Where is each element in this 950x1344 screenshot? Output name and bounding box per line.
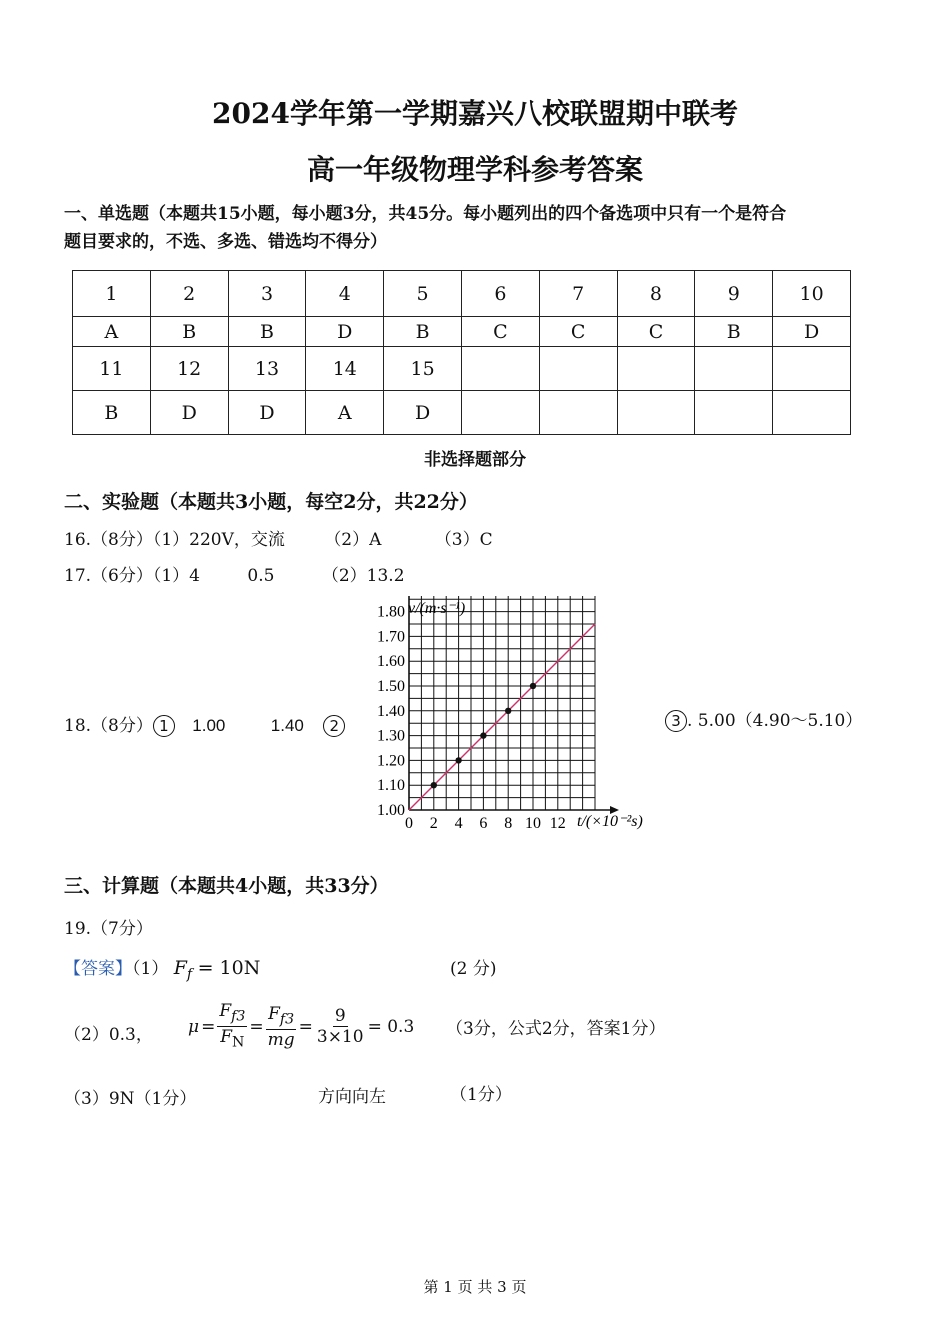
y-tick-label: 1.20 bbox=[377, 752, 405, 770]
fraction-1 bbox=[217, 1001, 247, 1053]
q16-label: 16.（8分） bbox=[64, 530, 153, 550]
table-cell: 13 bbox=[228, 347, 306, 391]
table-cell: D bbox=[306, 317, 384, 347]
fraction-3-num: 9 bbox=[334, 1006, 346, 1027]
x-axis-label: t/(×10⁻²s) bbox=[577, 813, 643, 830]
table-cell: 8 bbox=[617, 271, 695, 317]
formula-result: = 0.3 bbox=[367, 1016, 415, 1037]
equals-sign: = bbox=[249, 1016, 264, 1037]
fraction-3-den: 3×10 bbox=[316, 1027, 364, 1048]
table-cell: 4 bbox=[306, 271, 384, 317]
table-cell bbox=[617, 391, 695, 435]
answer-table bbox=[72, 270, 851, 435]
q19-part1-score: (2 分) bbox=[450, 959, 497, 979]
answer-table-number-row bbox=[73, 347, 851, 391]
fraction-1-num-sub: f3 bbox=[231, 1008, 246, 1025]
circle-number-3: 3 bbox=[665, 710, 687, 732]
answer-table-number-row bbox=[73, 271, 851, 317]
table-cell: D bbox=[228, 391, 306, 435]
table-cell bbox=[539, 391, 617, 435]
q18-answer3 bbox=[665, 706, 862, 732]
table-cell bbox=[461, 391, 539, 435]
table-cell: 11 bbox=[73, 347, 151, 391]
table-cell: C bbox=[461, 317, 539, 347]
data-point bbox=[530, 683, 536, 689]
fraction-2-num: F bbox=[268, 1003, 280, 1024]
table-cell bbox=[539, 347, 617, 391]
x-tick-label: 0 bbox=[405, 815, 413, 832]
table-cell: 14 bbox=[306, 347, 384, 391]
nonchoice-label: 非选择题部分 bbox=[424, 450, 526, 470]
x-tick-labels bbox=[405, 815, 566, 832]
data-point bbox=[431, 782, 437, 788]
y-tick-label: 1.40 bbox=[377, 702, 405, 720]
table-cell: B bbox=[384, 317, 462, 347]
q17-label: 17.（6分） bbox=[64, 566, 153, 586]
q19-part1-label: （1） bbox=[132, 959, 169, 979]
friction-symbol: F bbox=[173, 957, 187, 979]
table-cell: 12 bbox=[150, 347, 228, 391]
q18-row bbox=[64, 711, 345, 737]
table-cell: B bbox=[150, 317, 228, 347]
table-cell: B bbox=[695, 317, 773, 347]
table-cell: 2 bbox=[150, 271, 228, 317]
q19-part2-score: （3分，公式2分，答案1分） bbox=[446, 1019, 666, 1039]
table-cell bbox=[773, 391, 851, 435]
circle-number-1: 1 bbox=[153, 715, 175, 737]
q16-part3: （3）C bbox=[434, 530, 493, 550]
y-tick-label: 1.00 bbox=[377, 802, 405, 819]
x-tick-label: 4 bbox=[454, 815, 463, 832]
q19-part1-value: = 10N bbox=[197, 957, 261, 979]
table-cell: C bbox=[539, 317, 617, 347]
data-point bbox=[480, 732, 486, 738]
q19-part2-label: （2）0.3， bbox=[64, 1025, 153, 1045]
fraction-2 bbox=[266, 1004, 297, 1050]
circle-number-2: 2 bbox=[323, 715, 345, 737]
y-tick-label: 1.60 bbox=[377, 653, 405, 671]
table-cell: A bbox=[73, 317, 151, 347]
section1-heading-line1: 一、单选题（本题共15小题，每小题3分，共45分。每小题列出的四个备选项中只有一个是符合 bbox=[64, 204, 787, 224]
velocity-time-chart bbox=[360, 596, 660, 836]
q18-answer3-text: . 5.00（4.90～5.10） bbox=[687, 711, 863, 731]
fit-line bbox=[409, 624, 595, 810]
q18-value1: 1.00 bbox=[192, 716, 226, 735]
section3-heading: 三、计算题（本题共4小题，共33分） bbox=[64, 875, 389, 897]
answer-table-answer-row bbox=[73, 317, 851, 347]
y-axis-label: v/(m·s⁻¹) bbox=[408, 600, 466, 617]
answer-table-answer-row bbox=[73, 391, 851, 435]
table-cell: D bbox=[150, 391, 228, 435]
friction-subscript: f bbox=[186, 966, 193, 983]
fraction-1-den-sub: N bbox=[232, 1034, 245, 1051]
answer-tag: 【答案】 bbox=[64, 959, 132, 979]
section1-heading-line2: 题目要求的，不选、多选、错选均不得分） bbox=[64, 232, 387, 252]
q19-formula bbox=[188, 1001, 414, 1053]
q18-label: 18.（8分） bbox=[64, 716, 153, 736]
fraction-2-num-sub: f3 bbox=[279, 1011, 295, 1028]
table-cell: C bbox=[617, 317, 695, 347]
q17-part1: （1）4 bbox=[152, 566, 200, 586]
q16-part2: （2）A bbox=[324, 530, 382, 550]
table-cell: D bbox=[384, 391, 462, 435]
table-cell: D bbox=[773, 317, 851, 347]
table-cell: 5 bbox=[384, 271, 462, 317]
q19-part3-score: （1分） bbox=[450, 1085, 512, 1105]
y-tick-label: 1.70 bbox=[377, 628, 405, 646]
fraction-2-den: mg bbox=[267, 1030, 295, 1051]
section2-heading: 二、实验题（本题共3小题，每空2分，共22分） bbox=[64, 491, 478, 513]
y-tick-label: 1.10 bbox=[377, 777, 405, 795]
table-cell: B bbox=[228, 317, 306, 347]
y-tick-label: 1.80 bbox=[377, 603, 405, 621]
q16-row bbox=[64, 525, 493, 550]
equals-sign: = bbox=[201, 1016, 216, 1037]
data-point bbox=[455, 757, 461, 763]
table-cell bbox=[773, 347, 851, 391]
table-cell bbox=[617, 347, 695, 391]
table-cell bbox=[695, 391, 773, 435]
q17-part1b: 0.5 bbox=[247, 566, 275, 586]
table-cell bbox=[461, 347, 539, 391]
equals-sign: = bbox=[298, 1016, 313, 1037]
fraction-3 bbox=[315, 1006, 366, 1047]
table-cell bbox=[695, 347, 773, 391]
x-tick-label: 2 bbox=[429, 815, 438, 832]
table-cell: 6 bbox=[461, 271, 539, 317]
data-point bbox=[505, 708, 511, 714]
x-tick-label: 12 bbox=[549, 815, 566, 832]
table-cell: 7 bbox=[539, 271, 617, 317]
table-cell: 10 bbox=[773, 271, 851, 317]
y-tick-label: 1.50 bbox=[377, 678, 405, 695]
chart-grid bbox=[409, 596, 595, 810]
table-cell: 9 bbox=[695, 271, 773, 317]
q19-part3: （3）9N（1分） bbox=[64, 1089, 197, 1109]
table-cell: 3 bbox=[228, 271, 306, 317]
table-cell: B bbox=[73, 391, 151, 435]
q19-part1-row bbox=[64, 954, 260, 982]
page-subtitle: 高一年级物理学科参考答案 bbox=[306, 153, 643, 186]
y-tick-labels bbox=[377, 604, 405, 819]
fraction-1-den: F bbox=[220, 1027, 233, 1048]
fraction-1-num: F bbox=[219, 1001, 232, 1021]
y-tick-label: 1.30 bbox=[377, 727, 405, 745]
table-cell: A bbox=[306, 391, 384, 435]
page-footer: 第 1 页 共 3 页 bbox=[423, 1278, 527, 1296]
table-cell: 15 bbox=[384, 347, 462, 391]
x-tick-label: 6 bbox=[479, 815, 488, 832]
q19-label: 19.（7分） bbox=[64, 919, 153, 939]
mu-symbol: μ bbox=[188, 1016, 200, 1037]
page-title: 2024学年第一学期嘉兴八校联盟期中联考 bbox=[212, 97, 738, 130]
x-tick-label: 10 bbox=[525, 815, 541, 832]
table-cell: 1 bbox=[73, 271, 151, 317]
q18-value2: 1.40 bbox=[270, 716, 304, 735]
q19-part3-direction: 方向向左 bbox=[318, 1087, 386, 1107]
x-tick-label: 8 bbox=[504, 815, 513, 832]
q17-row bbox=[64, 561, 405, 586]
q16-part1: （1）220V，交流 bbox=[152, 530, 285, 550]
q17-part2: （2）13.2 bbox=[321, 566, 405, 586]
